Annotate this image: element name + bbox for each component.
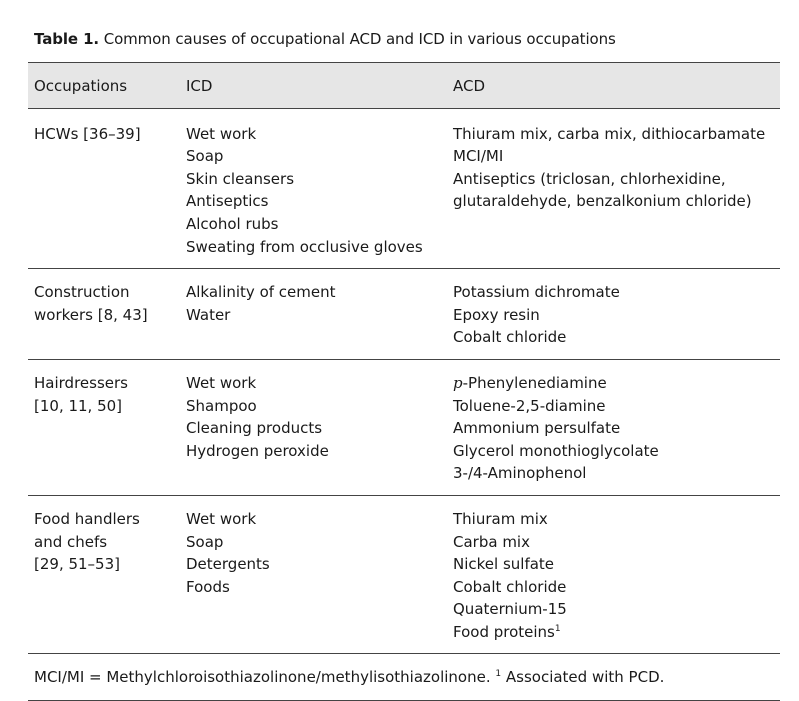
acd-item: Potassium dichromate [453, 283, 620, 302]
acd-item: Glycerol monothioglycolate [453, 441, 659, 460]
header-icd: ICD [186, 63, 453, 109]
acd-item: Ammonium persulfate [453, 419, 621, 438]
icd-item: Wet work [186, 509, 257, 528]
icd-item: Alcohol rubs [186, 214, 279, 233]
acd-item-rest: -Phenylenediamine [462, 373, 607, 392]
acd-item: Toluene-2,5-diamine [453, 396, 606, 415]
icd-item: Cleaning products [186, 419, 323, 438]
acd-item: MCI/MI [453, 147, 504, 166]
occupation-cell [28, 108, 186, 269]
caption-text: Common causes of occupational ACD and ICD in various occupations [99, 30, 616, 48]
header-occupations: Occupations [28, 63, 186, 109]
acd-cell [453, 269, 780, 360]
acd-italic-prefix: p [453, 373, 463, 392]
occupation-line: Food handlers [34, 509, 140, 528]
icd-item: Detergents [186, 555, 270, 574]
acd-cell [453, 495, 780, 654]
table-header-row [28, 63, 780, 109]
acd-cell [453, 359, 780, 495]
acd-item: Epoxy resin [453, 305, 540, 324]
table-row [28, 108, 780, 269]
icd-cell [186, 495, 453, 654]
icd-item: Wet work [186, 124, 257, 143]
icd-item: Alkalinity of cement [186, 283, 336, 302]
acd-item: Cobalt chloride [453, 328, 567, 347]
occupation-line: Construction [34, 283, 130, 302]
occupation-line: [10, 11, 50] [34, 396, 123, 415]
icd-item: Sweating from occlusive gloves [186, 237, 423, 256]
table-footnote [28, 654, 780, 701]
icd-item: Shampoo [186, 396, 257, 415]
acd-item: Antiseptics (triclosan, chlorhexidine, [453, 169, 726, 188]
acd-item: Thiuram mix, carba mix, dithiocarbamate [453, 124, 766, 143]
icd-item: Hydrogen peroxide [186, 441, 329, 460]
table-caption [34, 28, 780, 50]
footnote-tail: Associated with PCD. [501, 668, 665, 687]
occupation-line: workers [8, 43] [34, 305, 148, 324]
acd-item: 3-/4-Aminophenol [453, 464, 587, 483]
table-row [28, 495, 780, 654]
occupation-line: [29, 51–53] [34, 555, 121, 574]
icd-cell [186, 359, 453, 495]
occupation-line: Hairdressers [34, 373, 128, 392]
occupation-cell [28, 495, 186, 654]
occupation-cell [28, 269, 186, 360]
acd-item-text: Food proteins [453, 622, 555, 641]
acd-item: Quaternium-15 [453, 600, 567, 619]
header-acd: ACD [453, 63, 780, 109]
acd-item: Thiuram mix [453, 509, 548, 528]
footnote-marker: 1 [554, 623, 561, 634]
footnote-text: MCI/MI = Methylchloroisothiazolinone/methylisothiazolinone. [34, 668, 496, 687]
icd-cell [186, 269, 453, 360]
icd-item: Wet work [186, 373, 257, 392]
acd-item [453, 621, 780, 644]
icd-item: Antiseptics [186, 192, 269, 211]
table-row [28, 269, 780, 360]
table-container [28, 28, 780, 701]
acd-item: glutaraldehyde, benzalkonium chloride) [453, 192, 752, 211]
occupation-line: HCWs [36–39] [34, 124, 141, 143]
occupation-line: and chefs [34, 532, 108, 551]
acd-item [453, 372, 780, 395]
footnote-marker: 1 [495, 669, 502, 680]
table-row [28, 359, 780, 495]
caption-label: Table 1. [34, 30, 100, 48]
icd-item: Soap [186, 147, 224, 166]
acd-item: Carba mix [453, 532, 530, 551]
acd-item: Cobalt chloride [453, 577, 567, 596]
acd-item: Nickel sulfate [453, 555, 555, 574]
icd-cell [186, 108, 453, 269]
icd-item: Foods [186, 577, 230, 596]
acd-cell [453, 108, 780, 269]
icd-item: Water [186, 305, 231, 324]
occupation-table [28, 62, 780, 654]
icd-item: Skin cleansers [186, 169, 295, 188]
icd-item: Soap [186, 532, 224, 551]
occupation-cell [28, 359, 186, 495]
